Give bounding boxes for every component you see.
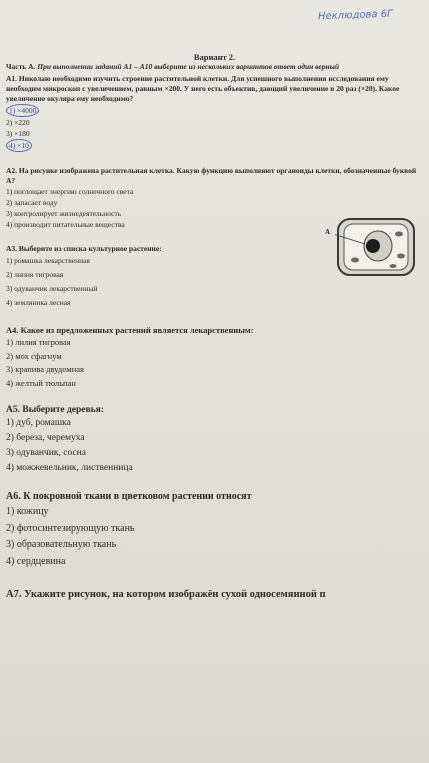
answer-option[interactable]: 1) лилия тигровая <box>6 337 71 347</box>
part-instructions: При выполнении заданий А1 – А10 выберите из нескольких вариантов ответ один верный <box>37 62 340 71</box>
question-text <box>6 74 424 104</box>
answer-option[interactable]: 4) сердцевина <box>6 555 66 567</box>
answer-option[interactable]: 3) одуванчик, сосна <box>6 448 86 458</box>
variant-title: Вариант 2. <box>193 52 236 62</box>
question-number: А3. <box>6 244 18 253</box>
answer-option[interactable]: 2) береза, черемуха <box>6 433 85 443</box>
answer-option[interactable]: 4) земляника лесная <box>6 298 71 307</box>
selected-answer-mark: 1) ×4000 <box>6 104 39 117</box>
selected-answer-mark: 4) ×10 <box>6 139 32 152</box>
question-body: Николаю необходимо изучить строение растительной клетки. Для успешного выполнения исследования ему необходим микроскоп с увеличением, равным ×200. У него есть объектив, дающий увеличение в 20 раз (×20). Какое увеличение окуляра ему необходимо? <box>6 74 400 103</box>
question-body: Какое из предложенных растений является лекарственным: <box>20 325 254 335</box>
question-a2 <box>6 166 417 230</box>
worksheet-content <box>6 62 424 602</box>
question-a7 <box>6 588 424 602</box>
question-a4 <box>6 324 424 390</box>
plant-cell-figure <box>325 216 417 283</box>
answer-option[interactable]: 1) поглощает энергию солнечного света <box>6 187 134 196</box>
plant-cell-drawing <box>335 216 417 278</box>
question-number: А6. <box>6 491 21 502</box>
answer-option[interactable]: 1) кожицу <box>6 506 49 517</box>
question-number: А4. <box>6 325 19 335</box>
answer-option[interactable]: 3) контролирует жизнедеятельность <box>6 209 122 218</box>
question-body: Укажите рисунок, на котором изображён сухой односемянной п <box>24 589 326 600</box>
answer-option[interactable]: 4) желтый тюльпан <box>6 377 76 388</box>
question-a5 <box>6 404 424 476</box>
question-text <box>6 404 424 416</box>
answer-option[interactable]: 1) дуб, ромашка <box>6 418 71 428</box>
question-number: А2. <box>6 166 18 175</box>
answer-option[interactable] <box>6 104 424 117</box>
answer-option[interactable]: 3) крапива двудомная <box>6 364 84 374</box>
answer-option[interactable]: 3) образовательную ткань <box>6 539 117 550</box>
answer-option[interactable]: 3) одуванчик лекарственный <box>6 284 98 293</box>
question-a6 <box>6 490 424 570</box>
answer-option[interactable]: 3) ×180 <box>6 129 30 138</box>
part-intro <box>6 62 424 72</box>
answer-option[interactable]: 2) мох сфагнум <box>6 350 62 361</box>
question-text <box>6 324 424 336</box>
question-number: А5. <box>6 405 20 415</box>
answer-option[interactable]: 2) запасает воду <box>6 198 58 207</box>
question-a1 <box>6 74 424 152</box>
question-body: К покровной ткани в цветковом растении относят <box>23 491 252 502</box>
answer-option[interactable]: 4) производит питательные вещества <box>6 220 125 229</box>
student-name-handwriting: Неклюдова 6Г <box>318 8 394 23</box>
answer-option[interactable]: 1) ромашка лекарственная <box>6 256 90 265</box>
question-text <box>6 166 424 186</box>
answer-option[interactable]: 2) фотосинтезирующую ткань <box>6 522 135 534</box>
question-text <box>6 588 424 602</box>
part-label: Часть А. <box>6 62 36 71</box>
answer-option[interactable]: 2) ×220 <box>6 118 30 127</box>
question-text <box>6 490 424 504</box>
answer-option[interactable] <box>6 139 424 152</box>
question-body: На рисунке изображена растительная клетка. Какую функцию выполняют органоиды клетки, обозначенные буквой А? <box>6 166 417 185</box>
question-number: А7. <box>6 589 22 600</box>
answer-option[interactable]: 4) можжевельник, лиственница <box>6 463 133 473</box>
answer-option[interactable]: 2) липия тигровая <box>6 270 64 279</box>
question-number: А1. <box>6 74 18 83</box>
question-body: Выберите из списка культурное растение: <box>18 244 162 253</box>
question-body: Выберите деревья: <box>22 405 104 415</box>
figure-label-a: А <box>325 228 331 236</box>
